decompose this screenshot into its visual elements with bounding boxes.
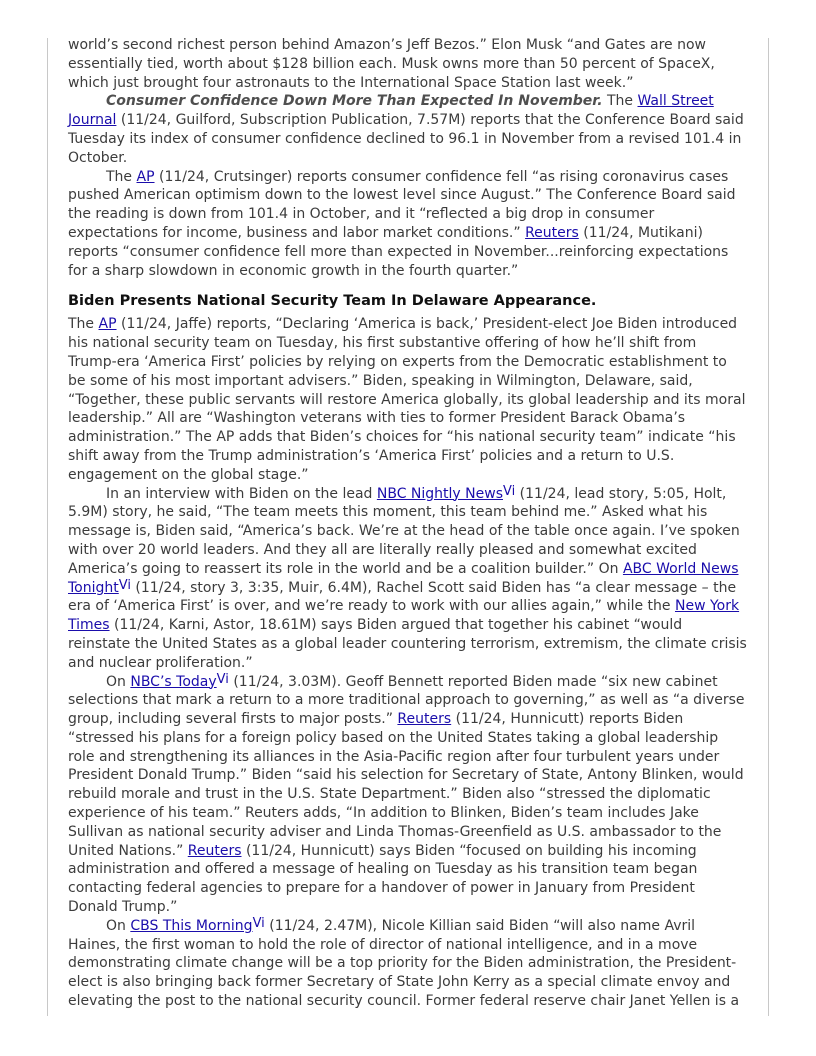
link-cbs-this-morning[interactable]: CBS This Morning [130, 917, 253, 934]
paragraph-musk-gates [68, 36, 748, 92]
left-margin-rule [47, 38, 48, 1016]
paragraph-nbc-today: On NBC’s TodayVi (11/24, 3.03M). Geoff Bennett reported Biden made “six new cabinet selections that mark a return to a more traditional approach to governing,” as well as “a diverse group, including several firsts to major posts.” Reuters (11/24, Hunnicutt) reports Biden “stressed his plans for a foreign policy based on the United States taking a global leadership role and strengthening its alliances in the Asia-Pacific region after four turbulent years under President Donald Trump.” Biden “said his selection for Secretary of State, Antony Blinken, would rebuild morale and trust in the U.S. State Department.” Biden also “stressed the diplomatic experience of his team.” Reuters adds, “In addition to Blinken, Biden’s team includes Jake Sullivan as national security adviser and Linda Thomas-Greenfield as U.S. ambassador to the United Nations.” Reuters (11/24, Hunnicutt) says Biden “focused on building his incoming administration and offered a message of healing on Tuesday as his transition team began contacting federal agencies to prepare for a handover of power in January from President Donald Trump.” [68, 671, 745, 916]
link-nbc-nightly-news[interactable]: NBC Nightly News [376, 485, 503, 502]
video-link-nbc-nightly-news[interactable]: Vi [503, 483, 516, 499]
paragraph-text: world’s second richest person behind Amazon’s Jeff Bezos.” Elon Musk “and Gates are now essentially tied, worth about $128 billion each. Musk owns more than 50 percent of SpaceX, which just brought four astronauts to the International Space Station last week.” [68, 37, 715, 91]
paragraph-nbc-nightly-news: In an interview with Biden on the lead NBC Nightly NewsVi (11/24, lead story, 5:05, Holt, 5.9M) story, he said, “The team meets this moment, this team behind me.” Asked what his message is, Biden said, “America’s back. We’re at the head of the table once again. I’ve spoken with over 20 world leaders. And they all are literally really pleased and somewhat excited America’s going to reassert its role in the world and be a coalition builder.” On ABC World News TonightVi (11/24, story 3, 3:35, Muir, 6.4M), Rachel Scott said Biden has “a clear message – the era of ‘America First’ is over, and we’re ready to work with our allies again,” while the New York Times (11/24, Karni, Astor, 18.61M) says Biden argued that together his cabinet “would reinstate the United States as a global leader countering terrorism, extremism, the climate crisis and nuclear proliferation.” [68, 483, 747, 671]
paragraph-consumer-confidence: Consumer Confidence Down More Than Expected In November. The Wall Street Journal (11/24, Guilford, Subscription Publication, 7.57M) reports that the Conference Board said Tuesday its index of consumer confidence declined to 96.1 in November from a revised 101.4 in October. [68, 93, 744, 166]
link-nbc-today[interactable]: NBC’s Today [130, 673, 217, 690]
paragraph-ap-biden: The AP (11/24, Jaffe) reports, “Declaring ‘America is back,’ President-elect Joe Biden introduced his national security team on Tuesday, his first substantive offering of how he’ll shift from Trump-era ‘America First’ policies by relying on experts from the Democratic establishment to be some of his most important advisers.” Biden, speaking in Wilmington, Delaware, said, “Together, these public servants will restore America globally, its global leadership and its moral leadership.” All are “Washington veterans with ties to former President Barack Obama’s administration.” The AP adds that Biden’s choices for “his national security team” indicate “his shift away from the Trump administration’s ‘America First’ policies and a return to U.S. engagement on the global stage.” [68, 316, 746, 483]
right-margin-rule [768, 38, 769, 1016]
link-abc-world-news-tonight[interactable]: ABC World News Tonight [68, 560, 739, 596]
document-page [68, 36, 748, 1011]
video-link-nbc-today[interactable]: Vi [216, 671, 229, 687]
link-reuters[interactable]: Reuters [187, 842, 242, 859]
link-ap[interactable]: AP [98, 316, 117, 333]
link-wall-street-journal[interactable]: Wall Street Journal [68, 93, 714, 129]
link-reuters[interactable]: Reuters [397, 711, 452, 728]
paragraph-ap-consumer-confidence: The AP (11/24, Crutsinger) reports consumer confidence fell “as rising coronavirus cases pushed American optimism down to the lowest level since August.” The Conference Board said the reading is down from 101.4 in October, and it “reflected a big drop in consumer expectations for income, business and labor market conditions.” Reuters (11/24, Mutikani) reports “consumer confidence fell more than expected in November...reinforcing expectations for a sharp slowdown in economic growth in the fourth quarter.” [68, 168, 736, 279]
section-heading-biden-security-team: Biden Presents National Security Team In Delaware Appearance. [68, 293, 597, 310]
link-ap[interactable]: AP [136, 168, 155, 185]
video-link-cbs-this-morning[interactable]: Vi [252, 915, 265, 931]
video-link-abc-world-news-tonight[interactable]: Vi [118, 577, 131, 593]
paragraph-cbs-this-morning: On CBS This MorningVi (11/24, 2.47M), Nicole Killian said Biden “will also name Avril Haines, the first woman to hold the role of director of national intelligence, and in a move demonstrating climate change will be a top priority for the Biden administration, the President-elect is also bringing back former Secretary of State John Kerry as a special climate envoy and elevating the post to the national security council. Former federal reserve chair Janet Yellen is a [68, 915, 740, 1010]
story-heading-consumer-confidence: Consumer Confidence Down More Than Expected In November. [106, 93, 603, 110]
link-new-york-times[interactable]: New York Times [68, 598, 740, 634]
link-reuters[interactable]: Reuters [525, 224, 579, 241]
